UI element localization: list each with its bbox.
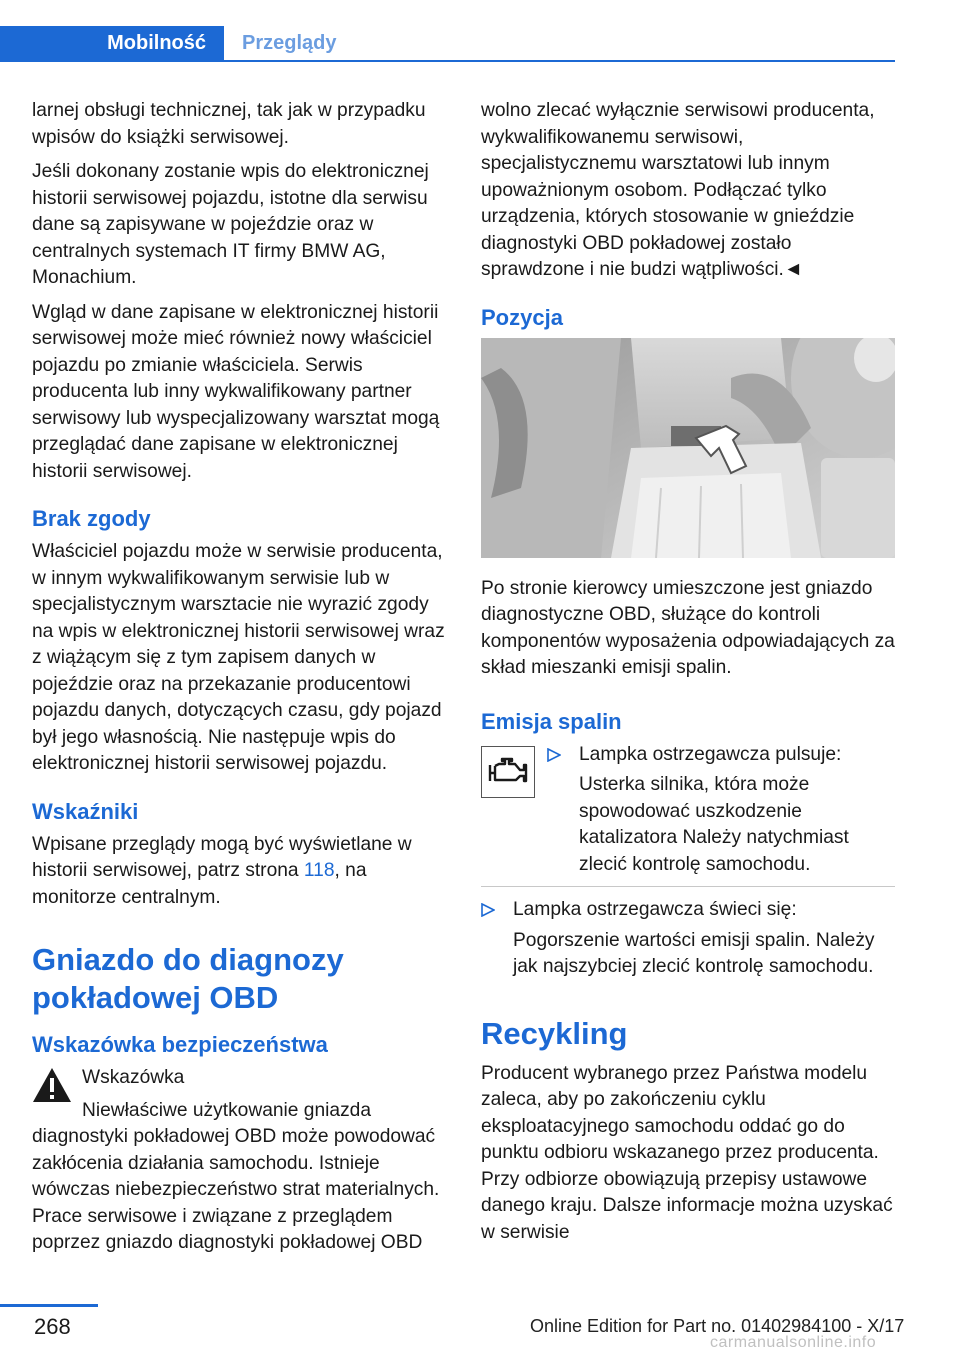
page-number: 268 [34,1314,71,1339]
right-column [481,98,895,1254]
paragraph [32,832,450,912]
text-span: Wpisane przeglądy mogą być wyświetlane w historii serwisowej, patrz strona [32,833,412,881]
emission-list [481,742,895,981]
text-span: , na monitorze centralnym. [32,860,367,908]
tab-mobilnosc[interactable]: Mobilność [0,26,224,60]
heading-brak-zgody: Brak zgody [32,506,151,531]
bullet-triangle-icon [481,903,495,917]
text-span: Niewłaściwe użytkowanie gniazda diagnostyki pokładowej OBD może powodować zakłócenia działania samochodu. Istnieje wówczas niebezpieczeństwo strat materialnych. Prace serwisowe i związane z przeglądem poprzez gniazdo diagnostyki pokładowej OBD [32,1099,440,1253]
heading-gniazdo-obd: Gniazdo do diagnozy pokładowej OBD [32,942,344,1015]
list-item [547,742,895,879]
warning-triangle-icon [32,1067,72,1103]
warning-block [32,1065,450,1257]
list-item [481,897,895,981]
warning-title: Wskazówka [82,1067,185,1088]
paragraph: Właściciel pojazdu może w serwisie producenta, w innym wykwalifikowanym serwisie lub w specjalistycznym warsztacie nie wyrazić zgody na wpis w elektronicznej historii serwisowej wraz z wiążącym się z tym zapisem danych w pojeździe oraz na przekazanie producentowi pojazdu danych, dotyczących czasu, gdy pojazd był jego własnością. Nie następuje wpis do elektronicznej historii serwisowej pojazdu. [32,541,445,774]
paragraph: wolno zlecać wyłącznie serwisowi producenta, wykwalifikowanemu serwisowi, specjalistycznemu warsztatowi lub innym upoważnionym osobom. Podłączać tylko urządzenia, których stosowanie w gnieździe diagnostyki OBD pokładowej zostało sprawdzone i nie budzi wątpliwości.◄ [481,100,875,280]
watermark: carmanualsonline.info [710,1334,877,1351]
paragraph: Producent wybranego przez Państwa modelu zaleca, aby po zakończeniu cyklu eksploatacyjnego samochodu oddać go do punktu odbioru wskazanego przez producenta. Przy odbiorze obowiązują przepisy ustawowe danego kraju. Dalsze informacje można uzyskać w serwisie [481,1062,893,1243]
warning-text [32,1098,450,1257]
header-rule [0,60,895,62]
bullet-triangle-icon [547,748,561,762]
engine-check-icon [481,746,535,798]
tab-przeglady[interactable]: Przeglądy [242,31,337,54]
list-item-title: Lampka ostrzegawcza świeci się: [513,899,797,920]
heading-recykling: Recykling [481,1015,628,1051]
list-item-text: Usterka silnika, która może spowodować uszkodzenie katalizatora Należy natychmiast zlecić kontrolę samochodu. [579,774,849,875]
obd-location-image [481,338,895,558]
footer-rule [0,1304,98,1307]
list-item-title: Lampka ostrzegawcza pulsuje: [579,743,842,765]
edition-note: Online Edition for Part no. 01402984100 - X/17 [530,1316,905,1336]
list-item-text: Pogorszenie wartości emisji spalin. Należy jak najszybciej zlecić kontrolę samochodu. [513,929,875,977]
divider [481,886,895,887]
left-column [32,98,450,1265]
paragraph: Wgląd w dane zapisane w elektronicznej historii serwisowej może mieć również nowy właściciel pojazdu po zmianie właściciela. Serwis producenta lub inny wykwalifikowany partner serwisowy lub wyspecjalizowany warsztat mogą przeglądać dane zapisane w elektronicznej historii serwisowej. [32,301,440,482]
heading-safety-note: Wskazówka bezpieczeństwa [32,1032,328,1057]
page-header [0,0,895,62]
page-link-118[interactable]: 118 [303,860,335,881]
heading-emisja-spalin: Emisja spalin [481,708,622,734]
paragraph: larnej obsługi technicznej, tak jak w przypadku wpisów do książki serwisowej. [32,100,426,148]
heading-wskazniki: Wskaźniki [32,798,139,824]
paragraph: Po stronie kierowcy umieszczone jest gniazdo diagnostyczne OBD, służące do kontroli komponentów wyposażenia odpowiadających za skład mieszanki emisji spalin. [481,577,895,678]
obd-location-figure [481,338,895,558]
paragraph: Jeśli dokonany zostanie wpis do elektronicznej historii serwisowej pojazdu, istotne dla serwisu dane są zapisywane w pojeździe oraz w centralnych systemach IT firmy BMW AG, Monachium. [32,161,429,288]
heading-pozycja: Pozycja [481,304,563,330]
